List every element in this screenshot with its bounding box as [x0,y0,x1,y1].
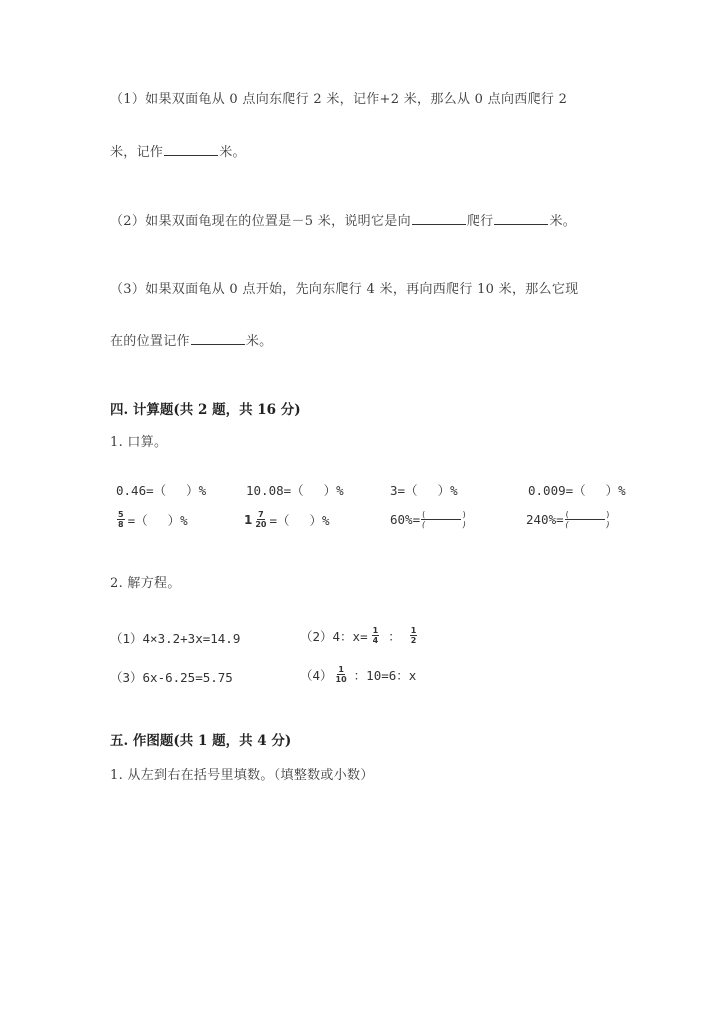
question-2-prefix: （2）如果双面龟现在的位置是－5 米，说明它是向 [110,214,411,229]
fraction-numerator: 1 [338,665,344,674]
fraction-numerator: 5 [118,510,124,519]
empty-fraction[interactable] [564,510,625,529]
fraction-5-8 [117,510,125,529]
calc-item-5 [114,510,188,529]
fraction-1-10 [336,665,347,684]
fraction-7-20 [255,510,266,529]
question-3-line-1 [110,278,578,297]
fraction-denominator: 8 [118,520,124,529]
calc-item-6-rest: =（ ）% [269,512,330,528]
calc-item-8 [526,510,625,529]
equations-title: 2. 解方程。 [110,576,181,591]
equation-4-prefix: （4） [300,667,333,683]
question-1-line-1 [110,88,567,107]
question-1-text: （1）如果双面龟从 0 点向东爬行 2 米，记作+2 米，那么从 0 点向西爬行 2 [110,92,568,107]
equation-1: （1）4×3.2+3x=14.9 [110,631,241,646]
calc-item-8-prefix: 240%= [526,512,564,527]
question-3-text: （3）如果双面龟从 0 点开始，先向东爬行 4 米，再向西爬行 10 米，那么它现 [110,282,579,297]
calc-item-5-rest: =（ ）% [127,512,188,528]
calc-item-1: 0.46=（ ）% [116,483,207,498]
fraction-numerator: 1 [410,626,417,635]
fraction-numerator: 7 [258,510,264,519]
question-3-prefix: 在的位置记作 [110,334,190,349]
fraction-denominator-blank: ( ) [564,520,625,529]
drawing-question-title: 1. 从左到右在括号里填数。（填整数或小数） [110,768,374,783]
answer-blank[interactable] [191,343,245,345]
question-2-suffix: 米。 [549,214,577,229]
fraction-denominator: 20 [255,520,267,529]
fraction-1-4 [372,626,380,645]
equation-3: （3）6x-6.25=5.75 [110,670,233,685]
question-3-line-2 [110,330,272,349]
fraction-denominator: 4 [372,636,379,645]
mental-math-title: 1. 口算。 [110,435,168,450]
fraction-1-2 [410,626,418,645]
equation-4 [300,665,416,684]
question-1-prefix: 米，记作 [110,145,164,160]
question-1-suffix: 米。 [219,145,246,160]
equation-4-suffix: ：10=6：x [353,667,417,683]
section-4-heading: 四. 计算题(共 2 题，共 16 分) [110,402,301,418]
answer-blank[interactable] [164,154,218,156]
calc-item-3: 3=（ ）% [390,483,458,498]
question-2-middle: 爬行 [466,214,494,229]
question-2-line [110,210,576,229]
fraction-numerator: 1 [372,626,379,635]
fraction-denominator: 10 [335,675,347,684]
fraction-numerator-blank: ( ) [564,510,625,519]
ratio-colon: ： [388,628,401,644]
mixed-number-whole: 1 [244,512,253,527]
fraction-denominator-blank: ( ) [421,520,481,529]
calc-item-2: 10.08=（ ）% [246,483,344,498]
empty-fraction[interactable] [421,510,481,529]
answer-blank-direction[interactable] [412,223,466,225]
fraction-denominator: 2 [410,636,417,645]
equation-2 [300,626,420,645]
calc-item-4: 0.009=（ ）% [528,483,626,498]
calc-item-6 [244,510,330,529]
equation-2-prefix: （2）4：x= [300,628,368,644]
answer-blank-distance[interactable] [494,223,548,225]
section-5-heading: 五. 作图题(共 1 题，共 4 分) [110,733,292,749]
fraction-numerator-blank: ( ) [421,510,481,519]
question-3-suffix: 米。 [245,334,273,349]
question-1-line-2 [110,141,246,160]
calc-item-7-prefix: 60%= [390,512,421,527]
calc-item-7 [390,510,481,529]
